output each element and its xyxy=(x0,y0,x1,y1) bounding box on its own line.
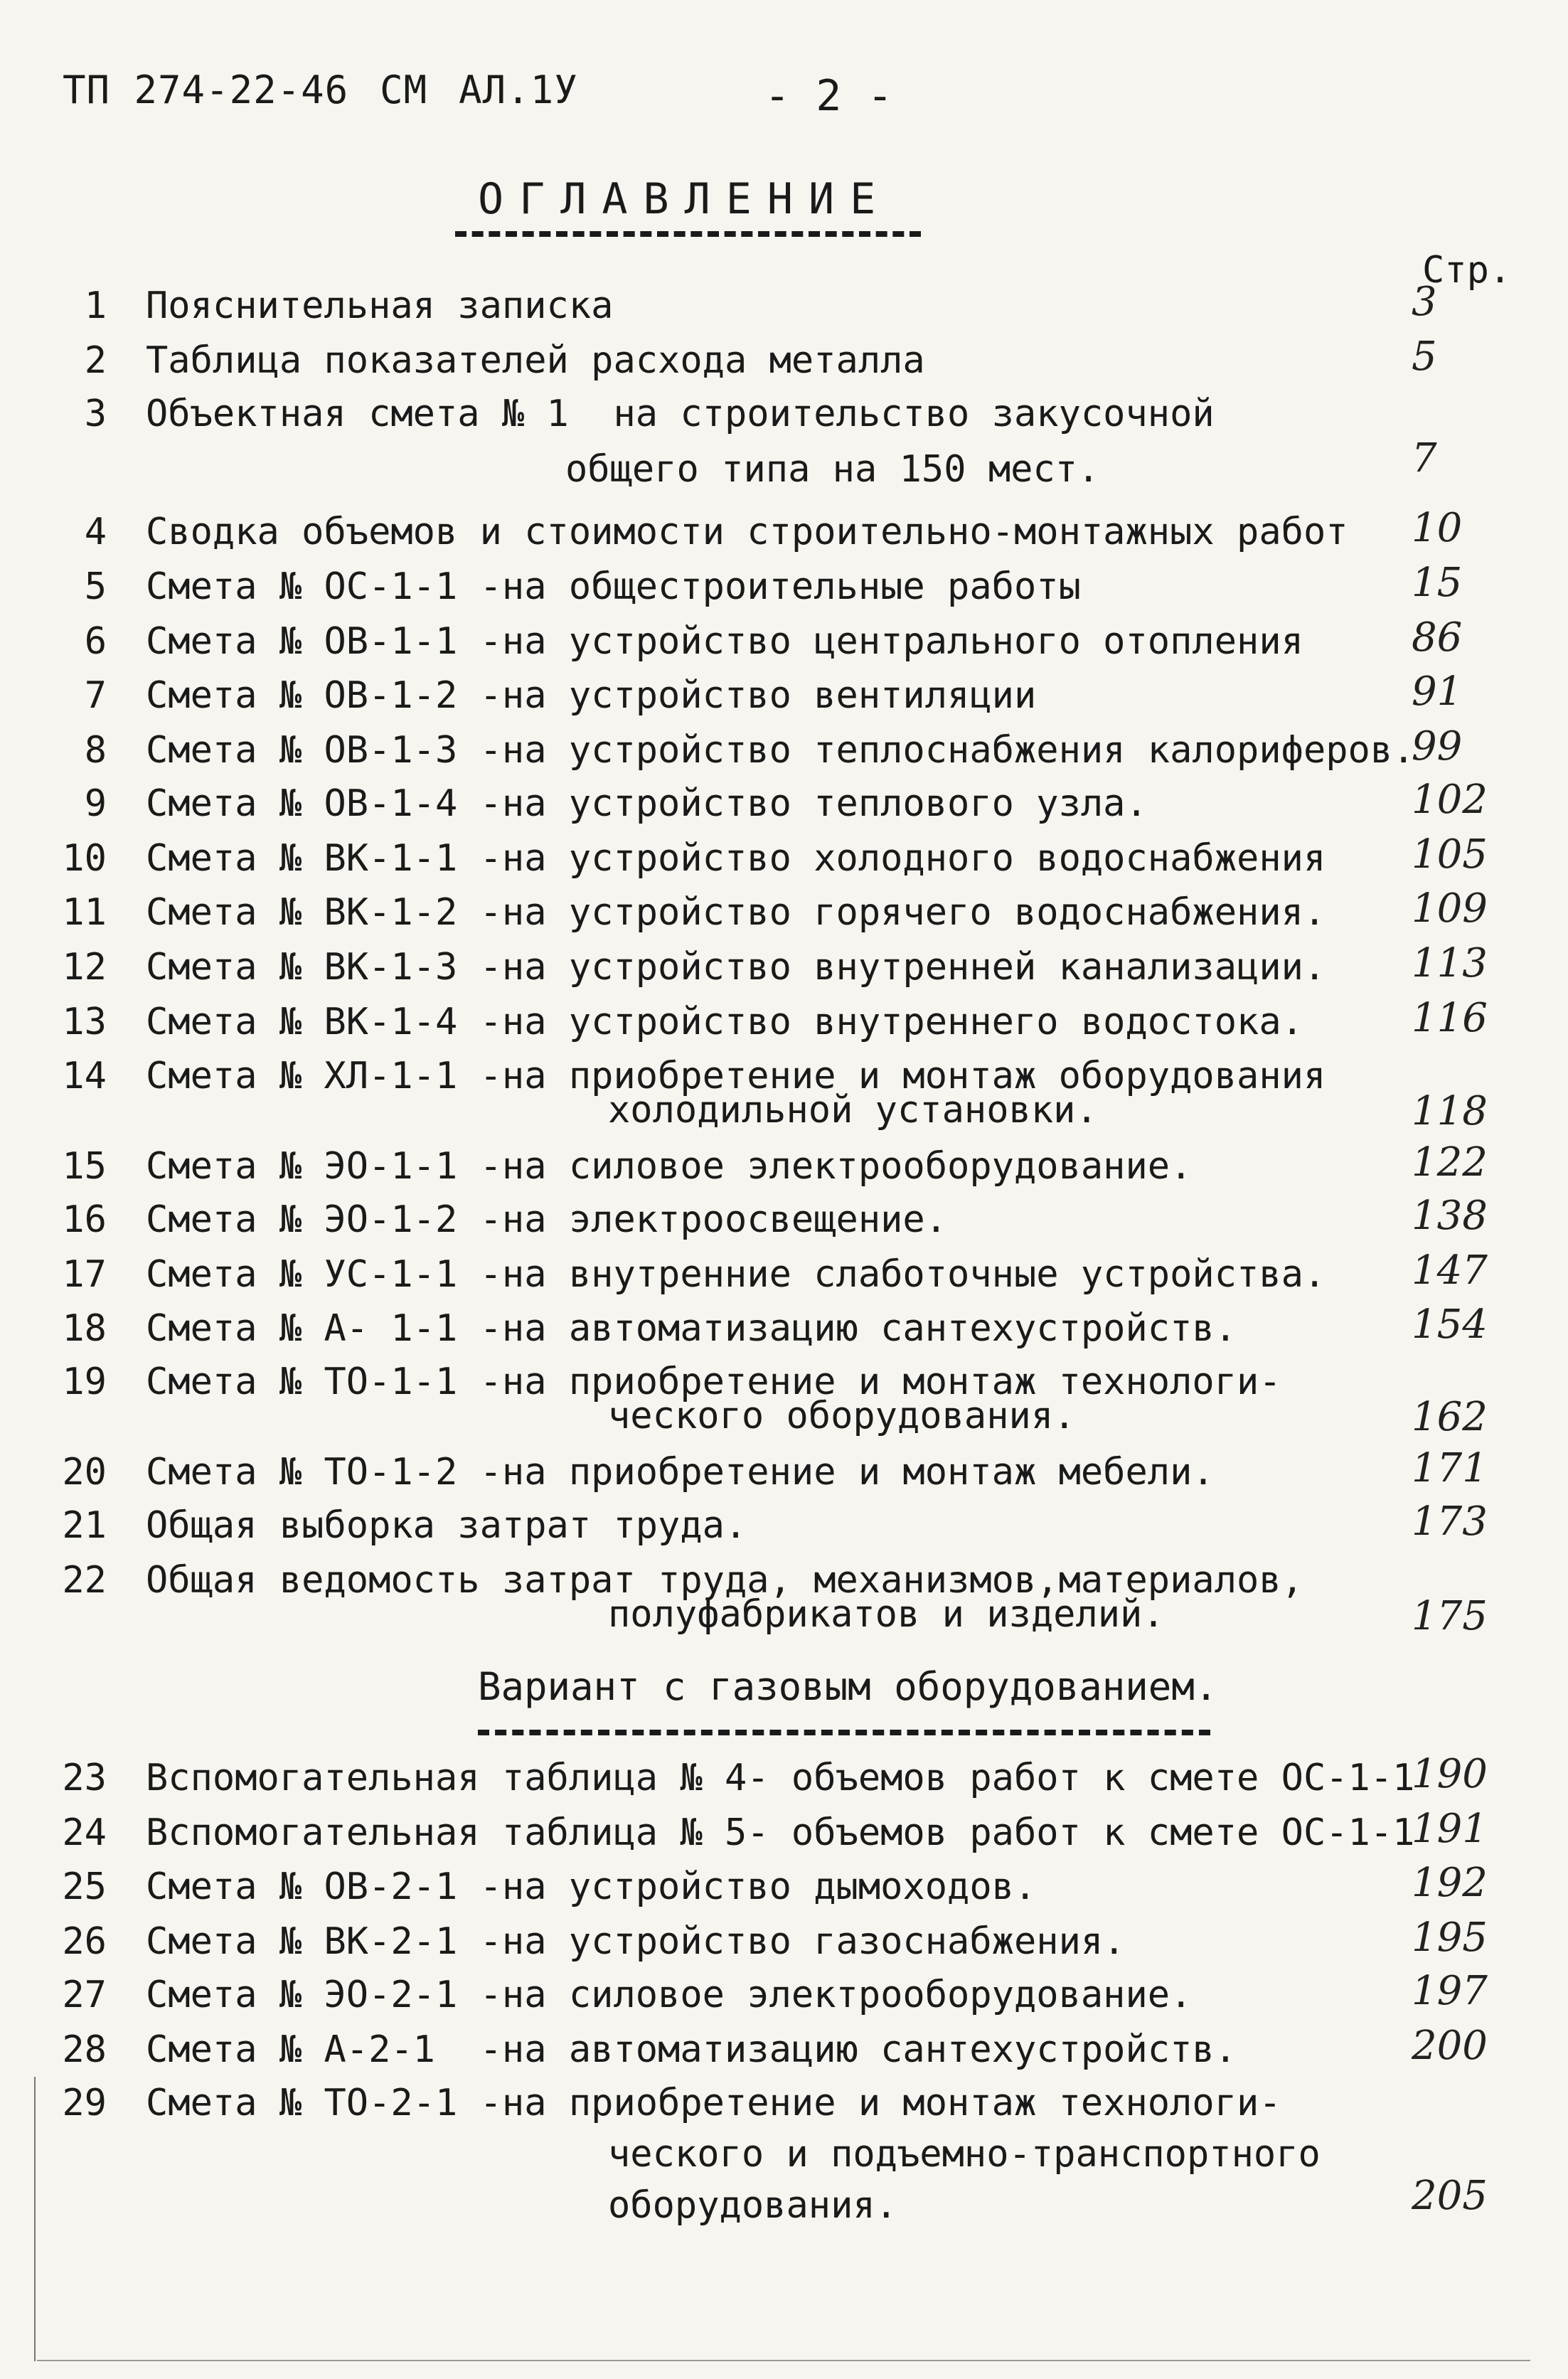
entry-title: Объектная смета № 1 на строительство закусочной xyxy=(146,393,1215,435)
entry-number: 20 xyxy=(62,1451,107,1494)
entry-title: Смета № ЭО-1-2 -на электроосвещение. xyxy=(146,1198,948,1241)
entry-title: Смета № ВК-1-3 -на устройство внутренней канализации. xyxy=(146,946,1326,989)
entry-page-number: 15 xyxy=(1412,560,1463,606)
entry-title: Смета № ЭО-2-1 -на силовое электрооборудование. xyxy=(146,1974,1193,2016)
entry-page-number: 162 xyxy=(1412,1394,1488,1440)
entry-number: 27 xyxy=(62,1974,107,2016)
entry-title: Смета № ЭО-1-1 -на силовое электрооборудование. xyxy=(146,1145,1193,1188)
entry-page-number: 122 xyxy=(1412,1139,1488,1186)
entry-page-number: 113 xyxy=(1412,940,1488,986)
entry-title: Смета № ВК-1-1 -на устройство холодного водоснабжения xyxy=(146,837,1326,880)
entry-page-number: 200 xyxy=(1412,2023,1488,2069)
entry-number: 21 xyxy=(62,1504,107,1547)
section-title: Вариант с газовым оборудованием. xyxy=(478,1664,1218,1709)
entry-title: Смета № ХЛ-1-1 -на приобретение и монтаж оборудования xyxy=(146,1055,1326,1097)
entry-title-continuation: общего типа на 150 мест. xyxy=(565,448,1100,491)
entry-title: Смета № А- 1-1 -на автоматизацию сантехустройств. xyxy=(146,1307,1237,1350)
entry-number: 19 xyxy=(62,1361,107,1403)
entry-page-number: 191 xyxy=(1412,1806,1488,1852)
entry-page-number: 10 xyxy=(1412,505,1463,551)
code-part: СМ xyxy=(380,68,428,112)
entry-number: 24 xyxy=(62,1811,107,1854)
entry-number: 17 xyxy=(62,1253,107,1296)
entry-page-number: 205 xyxy=(1412,2173,1488,2219)
entry-title-continuation: полуфабрикатов и изделий. xyxy=(608,1593,1165,1636)
document-code xyxy=(63,68,609,112)
entry-title: Смета № ТО-1-2 -на приобретение и монтаж мебели. xyxy=(146,1451,1215,1494)
entry-title: Смета № ВК-1-2 -на устройство горячего водоснабжения. xyxy=(146,891,1326,934)
entry-page-number: 3 xyxy=(1412,279,1437,325)
entry-title: Вспомогательная таблица № 4- объемов работ к смете ОС-1-1 xyxy=(146,1757,1415,1799)
entry-title: Смета № ВК-1-4 -на устройство внутреннего водостока. xyxy=(146,1001,1303,1043)
entry-title: Смета № ОВ-1-3 -на устройство теплоснабжения калориферов. xyxy=(146,729,1415,772)
entry-title: Смета № ТО-1-1 -на приобретение и монтаж технологи- xyxy=(146,1361,1281,1403)
entry-title: Пояснительная записка xyxy=(146,284,614,327)
entry-number: 23 xyxy=(62,1757,107,1799)
entry-number: 22 xyxy=(62,1559,107,1602)
entry-page-number: 109 xyxy=(1412,885,1488,932)
entry-number: 11 xyxy=(62,891,107,934)
entry-page-number: 175 xyxy=(1412,1593,1488,1639)
entry-title: Смета № ОВ-1-2 -на устройство вентиляции xyxy=(146,674,1037,717)
margin-line xyxy=(34,2077,36,2361)
code-part: АЛ.1У xyxy=(459,68,578,112)
entry-title: Смета № УС-1-1 -на внутренние слаботочные устройства. xyxy=(146,1253,1326,1296)
entry-page-number: 102 xyxy=(1412,777,1488,823)
entry-title: Смета № ТО-2-1 -на приобретение и монтаж технологи- xyxy=(146,2082,1281,2124)
entry-page-number: 105 xyxy=(1412,831,1488,878)
entry-title-continuation: ческого и подъемно-транспортного xyxy=(608,2133,1321,2176)
entry-page-number: 138 xyxy=(1412,1193,1488,1239)
entry-page-number: 195 xyxy=(1412,1915,1488,1961)
entry-page-number: 118 xyxy=(1412,1088,1488,1134)
entry-number: 25 xyxy=(62,1866,107,1908)
entry-page-number: 190 xyxy=(1412,1751,1488,1797)
section-underline xyxy=(478,1730,1210,1735)
entry-title-continuation: оборудования. xyxy=(608,2184,897,2227)
entry-page-number: 99 xyxy=(1412,723,1463,770)
entry-number: 9 xyxy=(84,782,107,825)
entry-number: 13 xyxy=(62,1001,107,1043)
page-title: ОГЛАВЛЕНИЕ xyxy=(478,174,892,224)
entry-number: 10 xyxy=(62,837,107,880)
entry-number: 16 xyxy=(62,1198,107,1241)
entry-number: 4 xyxy=(84,511,107,553)
entry-title-continuation: ческого оборудования. xyxy=(608,1395,1076,1437)
entry-title: Вспомогательная таблица № 5- объемов работ к смете ОС-1-1 xyxy=(146,1811,1415,1854)
entry-number: 28 xyxy=(62,2028,107,2071)
entry-page-number: 147 xyxy=(1412,1247,1488,1294)
entry-page-number: 154 xyxy=(1412,1302,1488,1348)
entry-number: 18 xyxy=(62,1307,107,1350)
entry-page-number: 7 xyxy=(1412,435,1437,481)
entry-page-number: 116 xyxy=(1412,995,1488,1041)
entry-page-number: 91 xyxy=(1412,669,1463,715)
entry-page-number: 197 xyxy=(1412,1968,1488,2014)
entry-number: 12 xyxy=(62,946,107,989)
entry-number: 8 xyxy=(84,729,107,772)
entry-title: Общая ведомость затрат труда, механизмов,материалов, xyxy=(146,1559,1303,1602)
page-column-label: Стр. xyxy=(1422,249,1512,292)
entry-number: 3 xyxy=(84,393,107,435)
code-part: ТП 274-22-46 xyxy=(63,68,349,112)
entry-page-number: 5 xyxy=(1412,334,1437,380)
entry-number: 7 xyxy=(84,674,107,717)
page-number: - 2 - xyxy=(764,71,893,121)
entry-title: Общая выборка затрат труда. xyxy=(146,1504,747,1547)
entry-title: Смета № ОВ-1-1 -на устройство центрального отопления xyxy=(146,620,1303,663)
entry-title: Смета № ОВ-2-1 -на устройство дымоходов. xyxy=(146,1866,1037,1908)
entry-number: 6 xyxy=(84,620,107,663)
entry-page-number: 171 xyxy=(1412,1445,1488,1491)
entry-title-continuation: холодильной установки. xyxy=(608,1089,1098,1132)
entry-number: 26 xyxy=(62,1920,107,1963)
entry-number: 15 xyxy=(62,1145,107,1188)
entry-page-number: 173 xyxy=(1412,1499,1488,1545)
bottom-border xyxy=(37,2360,1530,2361)
entry-title: Смета № ОВ-1-4 -на устройство теплового узла. xyxy=(146,782,1148,825)
entry-title: Смета № ОС-1-1 -на общестроительные работы xyxy=(146,565,1081,608)
entry-page-number: 192 xyxy=(1412,1860,1488,1906)
entry-number: 14 xyxy=(62,1055,107,1097)
title-underline xyxy=(455,231,921,237)
entry-title: Сводка объемов и стоимости строительно-монтажных работ xyxy=(146,511,1348,553)
entry-number: 2 xyxy=(84,339,107,382)
entry-number: 29 xyxy=(62,2082,107,2124)
entry-number: 1 xyxy=(84,284,107,327)
entry-title: Таблица показателей расхода металла xyxy=(146,339,925,382)
entry-page-number: 86 xyxy=(1412,614,1463,661)
entry-title: Смета № А-2-1 -на автоматизацию сантехустройств. xyxy=(146,2028,1237,2071)
entry-title: Смета № ВК-2-1 -на устройство газоснабжения. xyxy=(146,1920,1126,1963)
entry-number: 5 xyxy=(84,565,107,608)
